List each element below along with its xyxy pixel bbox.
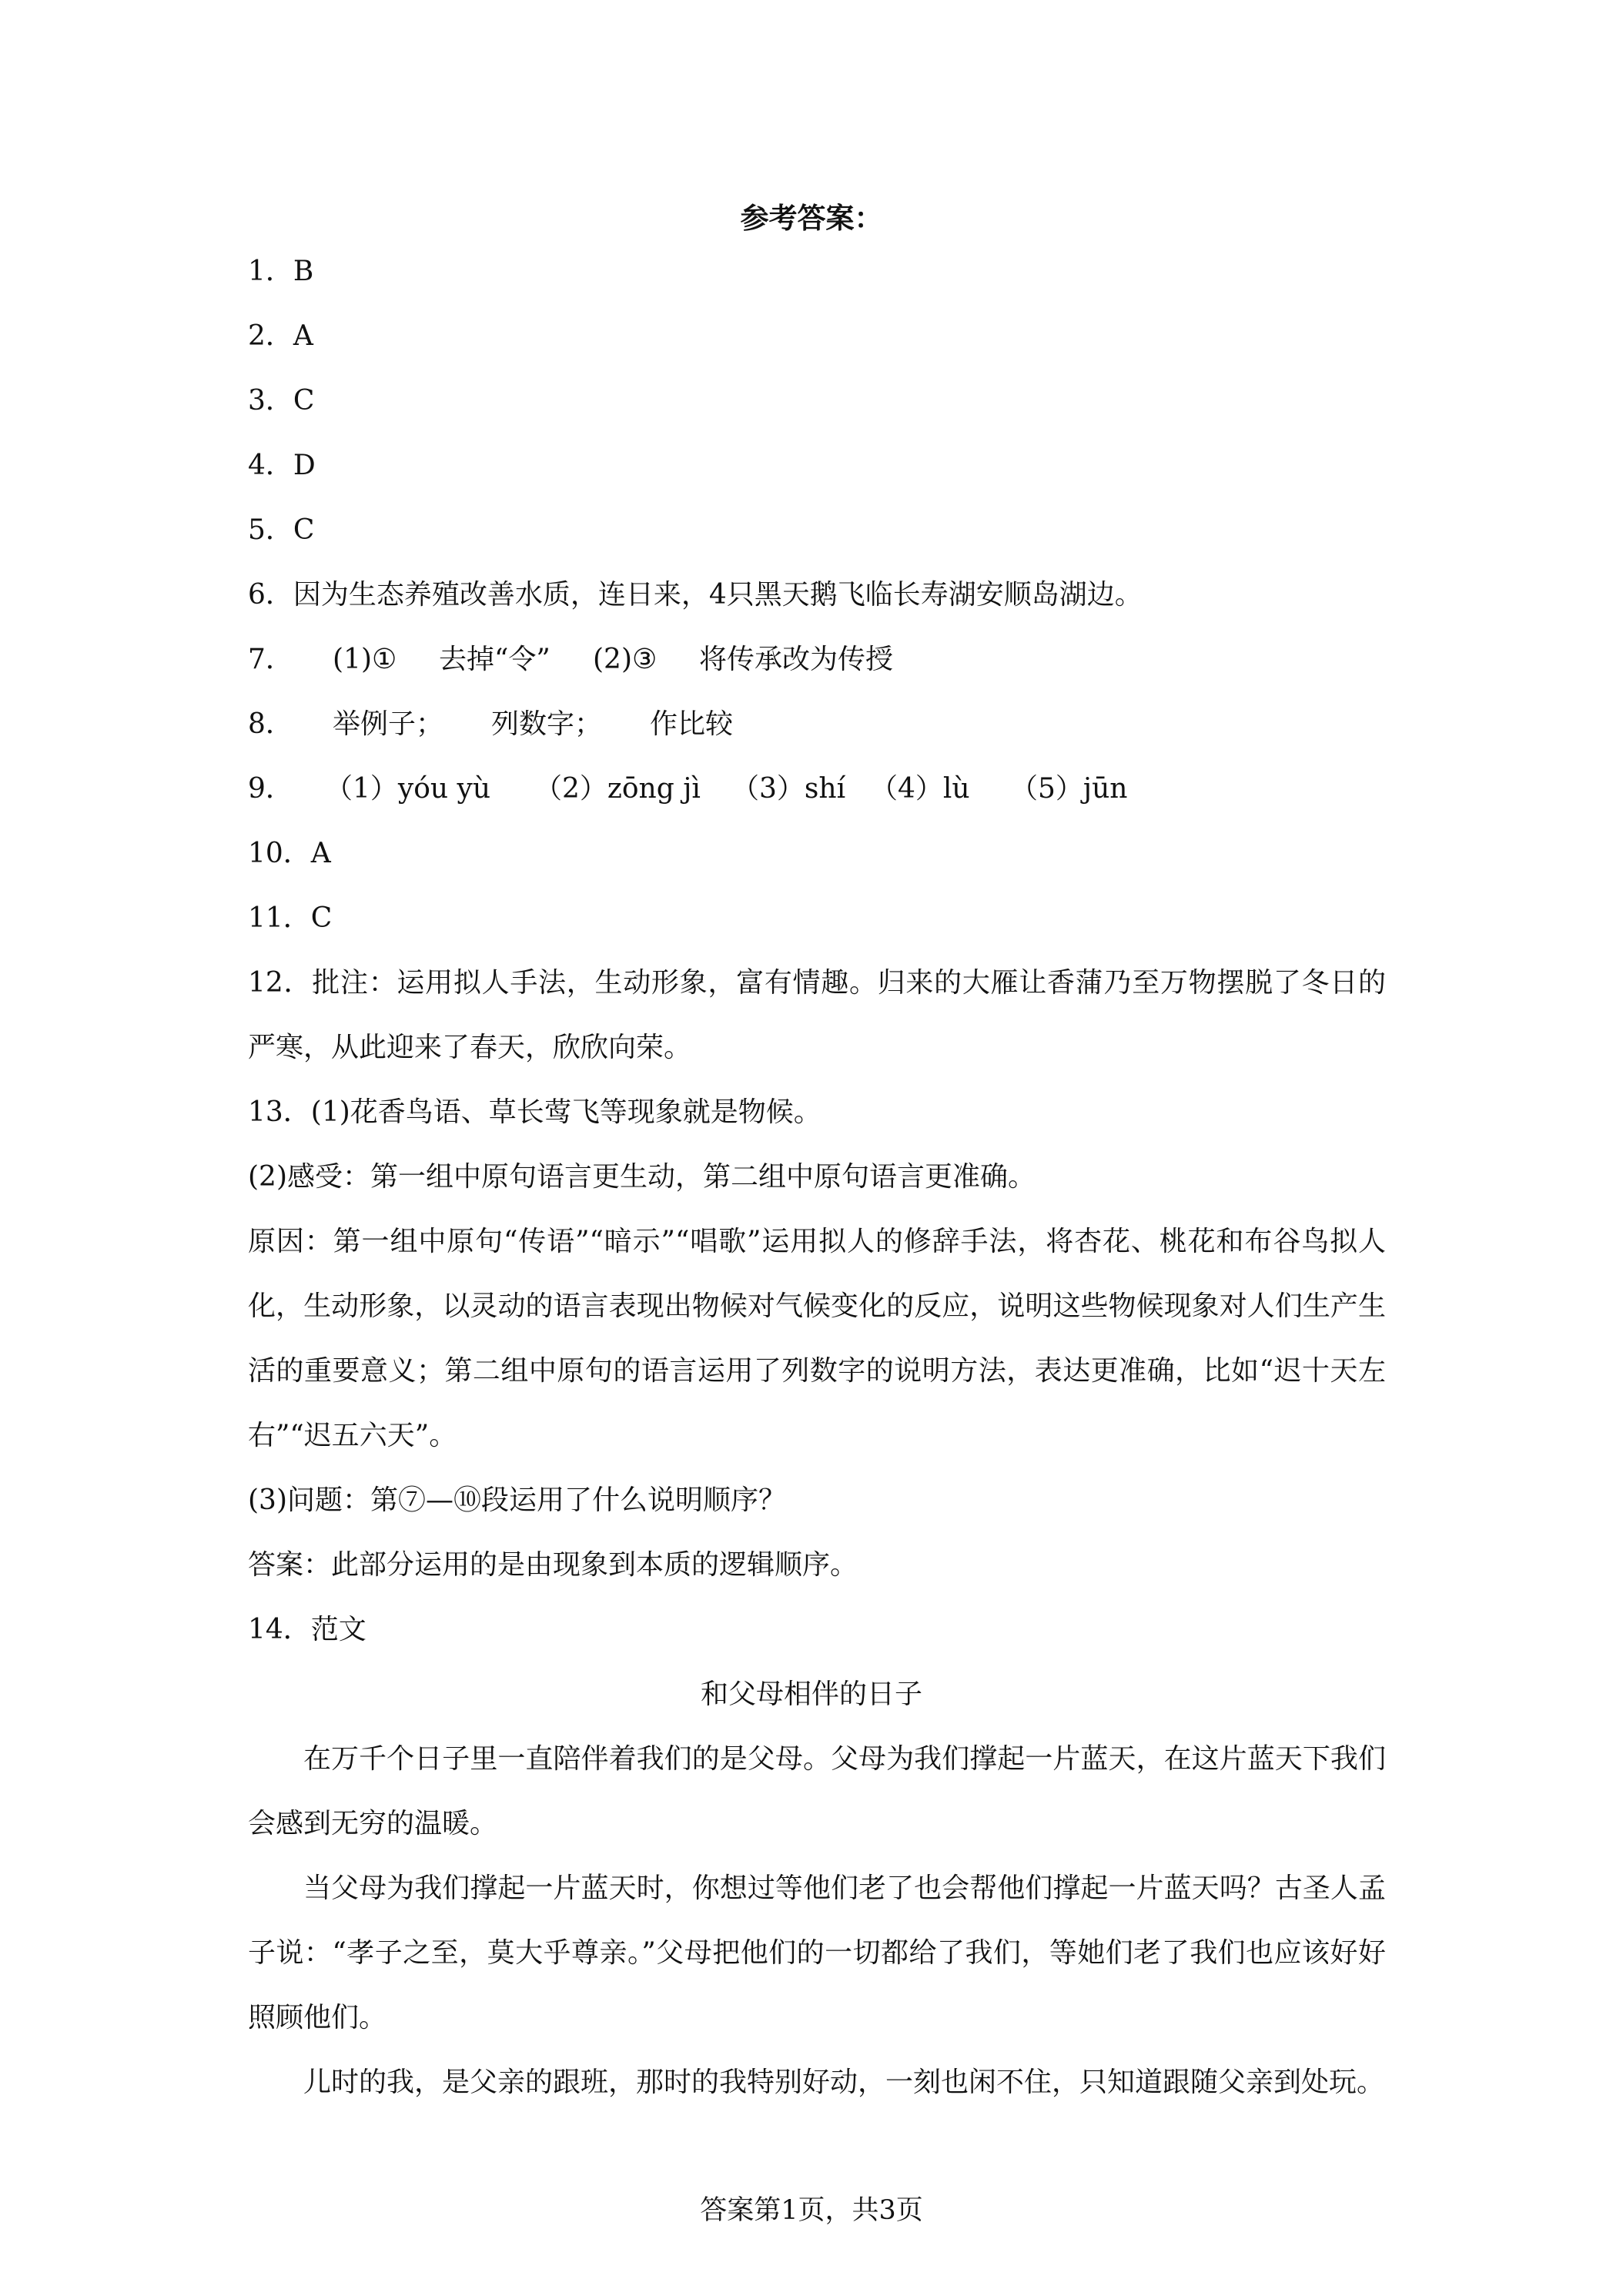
answer-9-item: （5）jūn [1010,773,1128,805]
essay-paragraph: 当父母为我们撑起一片蓝天时，你想过等他们老了也会帮他们撑起一片蓝天吗？古圣人孟子说：“孝子之至，莫大乎尊亲。”父母把他们的一切都给了我们，等她们老了我们也应该好好照顾他们。 [248,1873,1386,2033]
answer-13-part-3: (3)问题：第⑦—⑩段运用了什么说明顺序？ [248,1484,786,1516]
answer-12: 12．批注：运用拟人手法，生动形象，富有情趣。归来的大雁让香蒲乃至万物摆脱了冬日的严寒，从此迎来了春天，欣欣向荣。 [248,967,1386,1063]
answer-8-item: 作比较 [650,708,734,740]
answer-7-part-1-answer: 去掉“令” [439,644,550,675]
answer-8-number: 8． [248,708,293,740]
answer-13-reason: 原因：第一组中原句“传语”“暗示”“唱歌”运用拟人的修辞手法，将杏花、桃花和布谷鸟拟人化，生动形象，以灵动的语言表现出物候对气候变化的反应，说明这些物候现象对人们生产生活的重要意义；第二组中原句的语言运用了列数字的说明方法，表达更准确，比如“迟十天左右”“迟五六天”。 [248,1226,1386,1451]
essay-paragraph: 在万千个日子里一直陪伴着我们的是父母。父母为我们撑起一片蓝天，在这片蓝天下我们会感到无穷的温暖。 [248,1743,1386,1839]
answer-7-part-2: (2)③ [593,644,658,675]
essay-title: 和父母相伴的日子 [700,1678,922,1710]
answer-13-part-1: 13．(1)花香鸟语、草长莺飞等现象就是物候。 [248,1096,822,1128]
answer-9-number: 9． [248,773,293,805]
answer-6: 6．因为生态养殖改善水质，连日来，4只黑天鹅飞临长寿湖安顺岛湖边。 [248,579,1143,611]
answer-11: 11．C [248,902,333,934]
answer-1: 1．B [248,256,314,287]
answer-9-item: （3）shí [731,773,846,805]
answer-10: 10．A [248,838,331,869]
answer-13-part-3-answer: 答案：此部分运用的是由现象到本质的逻辑顺序。 [248,1549,858,1581]
essay-paragraph: 儿时的我，是父亲的跟班，那时的我特别好动，一刻也闲不住，只知道跟随父亲到处玩。 [303,2067,1385,2098]
answer-7-number: 7． [248,644,293,675]
answer-3: 3．C [248,385,315,417]
answer-4: 4．D [248,450,316,481]
answer-8-item: 列数字； [491,708,603,740]
answer-7-part-2-answer: 将传承改为传授 [699,644,894,675]
answer-14: 14．范文 [248,1614,366,1645]
answer-9-item: （4）lù [870,773,970,805]
answer-13-part-2: (2)感受：第一组中原句语言更生动，第二组中原句语言更准确。 [248,1161,1036,1193]
answer-2: 2．A [248,320,313,352]
answer-9-item: （1）yóu yù [325,773,491,805]
page-title: 参考答案： [740,201,883,235]
page-footer: 答案第1页，共3页 [700,2195,923,2226]
answer-7-part-1: (1)① [333,644,397,675]
answer-8-item: 举例子； [333,708,444,740]
answer-9-item: （2）zōng jì [534,773,701,805]
answer-5: 5．C [248,514,315,546]
